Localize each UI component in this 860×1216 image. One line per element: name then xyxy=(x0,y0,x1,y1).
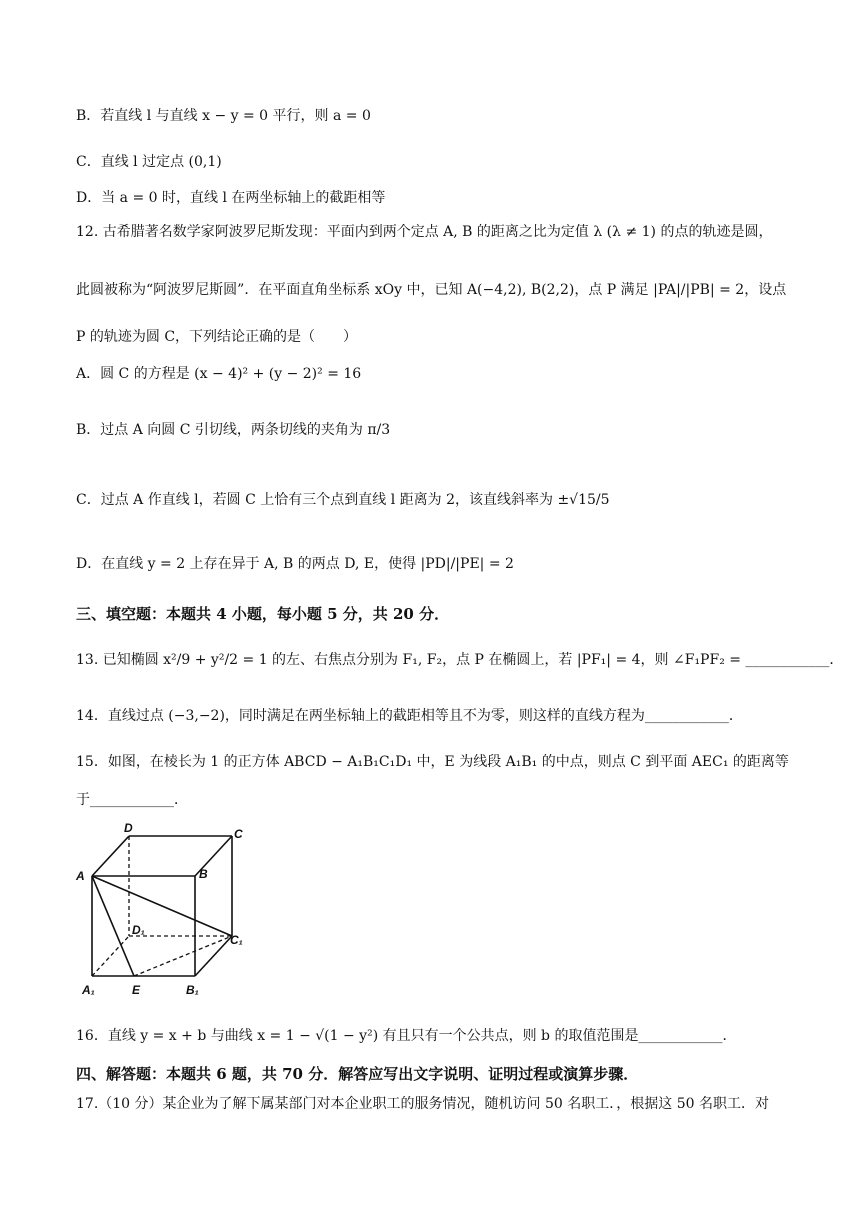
question-16: 16．直线 y = x + b 与曲线 x = 1 − √(1 − y²) 有且只有一个公共点，则 b 的取值范围是____________． xyxy=(76,1028,737,1044)
section-3-heading: 三、填空题：本题共 4 小题，每小题 5 分，共 20 分． xyxy=(76,605,450,623)
section-4-heading: 四、解答题：本题共 6 题，共 70 分．解答应写出文字说明、证明过程或演算步骤． xyxy=(76,1065,639,1083)
cube-figure xyxy=(72,818,262,1004)
label-A: A xyxy=(76,869,85,883)
question-13: 13. 已知椭圆 x²/9 + y²/2 = 1 的左、右焦点分别为 F₁, F₂，点 P 在椭圆上，若 |PF₁| = 4，则 ∠F₁PF₂ = ____________． xyxy=(76,652,844,668)
line-12D: D．在直线 y = 2 上存在异于 A, B 的两点 D, E，使得 |PD|/|PE| = 2 xyxy=(76,556,514,572)
question-15-line2: 于____________． xyxy=(76,792,188,808)
question-14: 14．直线过点 (−3,−2)，同时满足在两坐标轴上的截距相等且不为零，则这样的直线方程为____________． xyxy=(76,708,743,724)
label-B1: B₁ xyxy=(186,983,199,997)
line-12A: A．圆 C 的方程是 (x − 4)² + (y − 2)² = 16 xyxy=(76,366,362,382)
label-D: D xyxy=(124,821,133,835)
question-15-line1: 15．如图，在棱长为 1 的正方体 ABCD − A₁B₁C₁D₁ 中，E 为线段 A₁B₁ 的中点，则点 C 到平面 AEC₁ 的距离等 xyxy=(76,754,789,770)
line-12B: B．过点 A 向圆 C 引切线，两条切线的夹角为 π/3 xyxy=(76,422,391,438)
label-A1: A₁ xyxy=(82,983,95,997)
question-12-line3: P 的轨迹为圆 C，下列结论正确的是（ ） xyxy=(76,329,358,345)
question-12-line2: 此圆被称为“阿波罗尼斯圆”．在平面直角坐标系 xOy 中，已知 A(−4,2), B(2,2)，点 P 满足 |PA|/|PB| = 2，设点 xyxy=(76,282,787,298)
line-11C: C．直线 l 过定点 (0,1) xyxy=(76,154,222,170)
label-B: B xyxy=(199,867,208,881)
label-D1: D₁ xyxy=(132,923,145,937)
question-12-line1: 12. 古希腊著名数学家阿波罗尼斯发现：平面内到两个定点 A, B 的距离之比为定值 λ (λ ≠ 1) 的点的轨迹是圆， xyxy=(76,224,773,240)
question-17: 17.（10 分）某企业为了解下属某部门对本企业职工的服务情况，随机访问 50 名职工．，根据这 50 名职工．对 xyxy=(76,1096,769,1112)
line-12C: C．过点 A 作直线 l，若圆 C 上恰有三个点到直线 l 距离为 2，该直线斜率为 ±√15/5 xyxy=(76,492,610,508)
line-11D: D．当 a = 0 时，直线 l 在两坐标轴上的截距相等 xyxy=(76,190,386,206)
label-C1: C₁ xyxy=(230,933,243,947)
line-11B: B．若直线 l 与直线 x − y = 0 平行，则 a = 0 xyxy=(76,108,371,124)
label-E: E xyxy=(132,983,141,997)
label-C: C xyxy=(234,827,243,841)
